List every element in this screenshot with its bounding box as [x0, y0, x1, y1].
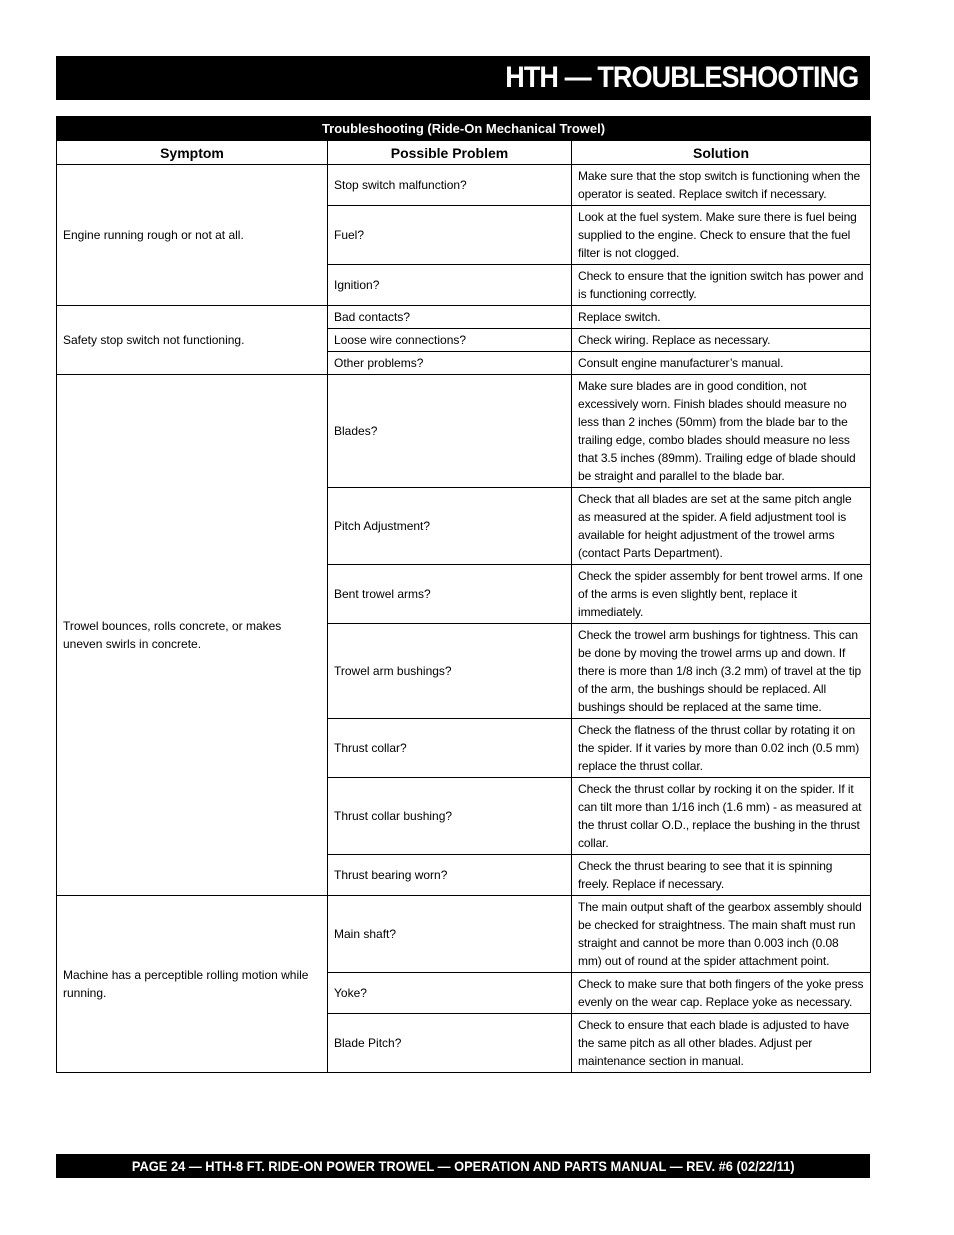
- solution-cell: Check to ensure that each blade is adjusted to have the same pitch as all other blades. Adjust per maintenance section in manual.: [572, 1014, 871, 1073]
- table-header-row: [57, 141, 871, 165]
- symptom-cell: Safety stop switch not functioning.: [57, 306, 328, 375]
- column-header-possible-problem: Possible Problem: [328, 141, 572, 165]
- solution-cell: Check the thrust bearing to see that it is spinning freely. Replace if necessary.: [572, 855, 871, 896]
- possible-problem-cell: Bad contacts?: [328, 306, 572, 329]
- solution-cell: Look at the fuel system. Make sure there is fuel being supplied to the engine. Check to ensure that the fuel filter is not clogged.: [572, 206, 871, 265]
- page-footer: [56, 1154, 870, 1178]
- possible-problem-cell: Main shaft?: [328, 896, 572, 973]
- possible-problem-cell: Pitch Adjustment?: [328, 488, 572, 565]
- possible-problem-cell: Ignition?: [328, 265, 572, 306]
- solution-cell: Check to ensure that the ignition switch has power and is functioning correctly.: [572, 265, 871, 306]
- solution-cell: Replace switch.: [572, 306, 871, 329]
- possible-problem-cell: Trowel arm bushings?: [328, 624, 572, 719]
- solution-cell: The main output shaft of the gearbox assembly should be checked for straightness. The main shaft must run straight and cannot be more than 0.003 inch (0.08 mm) out of round at the spider attachment point.: [572, 896, 871, 973]
- page-title: HTH — TROUBLESHOOTING: [504, 61, 858, 94]
- symptom-cell: Engine running rough or not at all.: [57, 165, 328, 306]
- footer-text: PAGE 24 — HTH-8 FT. RIDE-ON POWER TROWEL — OPERATION AND PARTS MANUAL — REV. #6 (02/22/11): [131, 1158, 795, 1174]
- solution-cell: Check the trowel arm bushings for tightness. This can be done by moving the trowel arms up and down. If there is more than 1/8 inch (3.2 mm) of travel at the tip of the arm, the bushings should be replaced. All bushings should be replaced at the same time.: [572, 624, 871, 719]
- table-row: [57, 896, 871, 973]
- possible-problem-cell: Yoke?: [328, 973, 572, 1014]
- possible-problem-cell: Bent trowel arms?: [328, 565, 572, 624]
- possible-problem-cell: Other problems?: [328, 352, 572, 375]
- solution-cell: Check the flatness of the thrust collar by rotating it on the spider. If it varies by more than 0.02 inch (0.5 mm) replace the thrust collar.: [572, 719, 871, 778]
- page-header: [56, 56, 870, 100]
- solution-cell: Check the thrust collar by rocking it on the spider. If it can tilt more than 1/16 inch (1.6 mm) - as measured at the thrust collar O.D., replace the bushing in the thrust collar.: [572, 778, 871, 855]
- possible-problem-cell: Fuel?: [328, 206, 572, 265]
- table-row: [57, 165, 871, 206]
- possible-problem-cell: Loose wire connections?: [328, 329, 572, 352]
- column-header-solution: Solution: [572, 141, 871, 165]
- possible-problem-cell: Thrust collar bushing?: [328, 778, 572, 855]
- possible-problem-cell: Thrust collar?: [328, 719, 572, 778]
- column-header-symptom: Symptom: [57, 141, 328, 165]
- possible-problem-cell: Blade Pitch?: [328, 1014, 572, 1073]
- troubleshooting-table: [56, 116, 871, 1073]
- table-title: Troubleshooting (Ride-On Mechanical Trowel): [57, 117, 871, 141]
- solution-cell: Check that all blades are set at the same pitch angle as measured at the spider. A field adjustment tool is available for height adjustment of the trowel arms (contact Parts Department).: [572, 488, 871, 565]
- solution-cell: Check wiring. Replace as necessary.: [572, 329, 871, 352]
- symptom-cell: Machine has a perceptible rolling motion while running.: [57, 896, 328, 1073]
- possible-problem-cell: Stop switch malfunction?: [328, 165, 572, 206]
- solution-cell: Consult engine manufacturer’s manual.: [572, 352, 871, 375]
- solution-cell: Check to make sure that both fingers of the yoke press evenly on the wear cap. Replace yoke as necessary.: [572, 973, 871, 1014]
- table-row: [57, 306, 871, 329]
- possible-problem-cell: Blades?: [328, 375, 572, 488]
- solution-cell: Check the spider assembly for bent trowel arms. If one of the arms is even slightly bent, replace it immediately.: [572, 565, 871, 624]
- possible-problem-cell: Thrust bearing worn?: [328, 855, 572, 896]
- solution-cell: Make sure that the stop switch is functioning when the operator is seated. Replace switch if necessary.: [572, 165, 871, 206]
- table-banner-row: [57, 117, 871, 141]
- table-body: [57, 165, 871, 1073]
- symptom-cell: Trowel bounces, rolls concrete, or makes uneven swirls in concrete.: [57, 375, 328, 896]
- table-row: [57, 375, 871, 488]
- solution-cell: Make sure blades are in good condition, not excessively worn. Finish blades should measure no less than 2 inches (50mm) from the blade bar to the trailing edge, combo blades should measure no less that 3.5 inches (89mm). Trailing edge of blade should be straight and parallel to the blade bar.: [572, 375, 871, 488]
